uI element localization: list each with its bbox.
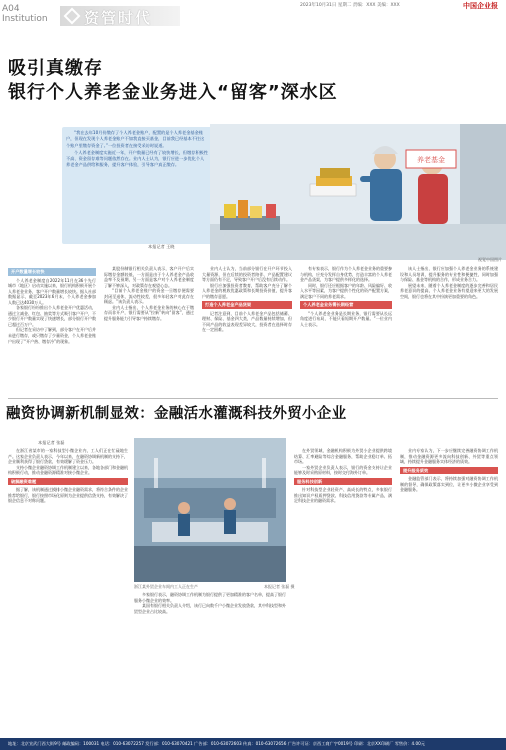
page-number: A04 <box>2 4 20 14</box>
body-paragraph: 一家外贸企业负责人表示，银行的资金支持让企业能够及时采购原材料，按时交付海外订单。 <box>294 464 392 476</box>
body-paragraph: “个人养老金业务是长期业务，银行需要从长远角度进行布局，不能只看短期开户数量。”一位业内人士表示。 <box>300 310 392 327</box>
subhead: 提升服务质效 <box>400 467 498 475</box>
section-banner <box>60 6 180 26</box>
body-paragraph: 业内人士认为，当前部分银行在开户环节投入大量资源，但在后续的投资者陪伴、产品配置建议等方面仍有不足，导致客户开户后没有后续动作。 <box>202 266 292 283</box>
article2-column-3 <box>294 448 392 734</box>
body-paragraph: 某国有银行相关负责人介绍，该行已向数千户小微企业发放贷款，其中科技型和外贸型企业占比较高。 <box>134 603 286 614</box>
body-paragraph: 展望未来，随着个人养老金制度的逐步完善和居民养老意识的提高，个人养老金业务有望迎来更大的发展空间，银行也将在其中扮演更加重要的角色。 <box>400 282 498 299</box>
article1-title-line1: 吸引真缴存 <box>8 58 103 79</box>
article2-title: 融资协调新机制显效：金融活水灌溉科技外贸小企业 <box>6 406 347 422</box>
body-paragraph: 同时，银行还应根据客户的年龄、风险偏好、收入水平等因素，为客户提供个性化的资产配置方案，满足客户不同的养老需求。 <box>300 282 392 299</box>
article1-title-line2: 银行个人养老金业务进入“留客”深水区 <box>8 82 338 103</box>
body-paragraph: 但记者在采访中了解到，部分客户在开户后并未进行缴存，或只缴存了少量资金，个人养老金账户出现了“开户热、缴存冷”的现象。 <box>8 327 96 344</box>
body-paragraph: 该人士指出，银行应加强个人养老金业务的系统建设和人员培训，提升服务的专业性和便捷性，同时加强与保险、基金等机构的合作，形成业务合力。 <box>400 266 498 283</box>
body-paragraph: 金融监管部门表示，将持续加强对融资协调工作机制的督导，确保政策落实到位，让更多小微企业享受到金融服务。 <box>400 476 498 493</box>
article1-column-2 <box>104 266 194 396</box>
article2-column-4 <box>400 448 498 734</box>
body-paragraph: 多家银行表示，融资协调工作机制为银行提供了更加精准的客户名单，提高了银行服务小微企业的效率。 <box>134 592 286 603</box>
article2-photo-credit: 本报记者 张磊 摄 <box>264 584 295 589</box>
subhead: 服务科技创新 <box>294 478 392 486</box>
body-paragraph: 记者注意到，目前个人养老金产品包括储蓄、理财、保险、基金四大类，产品数量持续增加，但不同产品的收益表现差异较大，投资者在选择时存在一定困难。 <box>202 310 292 333</box>
photo-credit: 视觉中国图片 <box>478 257 502 262</box>
article1-column-4 <box>300 266 392 396</box>
body-paragraph: 针对科技型企业轻资产、高成长的特点，多家银行推出知识产权质押贷款、科技信用贷款等专属产品，满足科技企业的融资需求。 <box>294 487 392 504</box>
photo-sign-label: 养老基金 <box>417 156 445 164</box>
body-paragraph: 支持小微企业融资协调工作机制建立以来，各地各部门和金融机构积极行动，推动金融资源精准对接小微企业。 <box>8 464 128 476</box>
issue-date: 2023年10月31日 星期二 责编：XXX 美编：XXX <box>300 3 400 8</box>
article2-photo <box>134 438 286 582</box>
body-paragraph: 某股份制银行相关负责人表示，客户开户后实际缴存金额较低，一方面是由于个人养老金产品收益率不及预期，另一方面是客户对个人养老金制度了解不够深入，对政策存在观望心态。 <box>104 266 194 288</box>
lead-paragraph: “我在去年10月份缴存了个人养老金账户，配置的是个人养老金基金账户，但现在发现个人养老金账户不如我直接买基金，目前我已经基本不往这个账户里缴存资金了。”一位投资者在接受采访时说道。 <box>66 130 205 148</box>
article1-column-5 <box>400 266 498 396</box>
article2-byline: 本报记者 张磊 <box>38 440 65 445</box>
elderly-saving-illustration <box>210 124 506 260</box>
body-paragraph: “目前个人养老金账户的资金一旦缴存便需要封闭至退休，流动性较差，很多年轻客户对此存在顾虑。”该负责人表示。 <box>104 288 194 305</box>
body-paragraph: 在浙江省某市的一家科技型小微企业内，工人们正在忙碌地生产。这家企业负责人表示，今年以来，在融资协调新机制的支持下，企业顺利获得了银行贷款，有效缓解了资金压力。 <box>8 448 128 465</box>
factory-workshop-photo <box>134 438 286 582</box>
body-paragraph: 据了解，该机制通过摸排小微企业融资需求，将符合条件的企业推荐给银行，银行按照市场化原则为企业提供信贷支持，有效解决了银企信息不对称问题。 <box>8 487 128 504</box>
article1-column-3 <box>202 266 292 396</box>
body-paragraph: 有专家表示，银行作为个人养老金业务的重要参与机构，应充分发挥自身优势，打造丰富的个人养老金产品货架，为客户提供多样化的选择。 <box>300 266 392 283</box>
article2-photo-caption: 浙江某外贸企业车间内工人正在生产 <box>134 584 198 589</box>
article1-column-1 <box>8 266 96 396</box>
page-footer: 地址：北京宣武门西大街9号 邮政编码：100031 电话：010-63072257 发行部：010-63070421 广告部：010-63072603 传真：010-63072656 广告许可证：京西工商广字0019号 印刷：北京XX印刷厂 零售价：4.00元 <box>0 738 506 750</box>
body-paragraph: 各家银行纷纷推出个人养老金开户优惠活动，通过立减金、红包、抽奖等方式吸引客户开户，不少银行开户数量实现了快速增长，部分银行开户数已超过百万户。 <box>8 305 96 327</box>
lead-paragraph: 个人养老金制度实施近一年，开户数量已经有了较快增长，但缴存积极性不高、资金留存难等问题依然存在。业内人士认为，银行应进一步优化个人养老金产品供给和服务，提升客户体验，引导客户真正缴存。 <box>66 149 209 168</box>
article1-lead <box>66 130 208 170</box>
article2-column-1 <box>8 448 128 734</box>
article1-photo <box>210 124 506 260</box>
subhead: 个人养老金业务需长期经营 <box>300 301 392 309</box>
body-paragraph: 在外贸领域，金融机构积极为外贸小企业提供跨境结算、汇率避险等综合金融服务，帮助企业稳订单、拓市场。 <box>294 448 392 465</box>
subhead: 开户数量增长较快 <box>8 268 96 276</box>
newspaper-brand: 中国企业报 <box>463 1 498 10</box>
page-section-en: Institution <box>2 14 48 24</box>
body-paragraph: 个人养老金制度自2022年11月在36个先行城市（地区）启动实施以来，银行机构积极开展个人养老金业务，客户开户数量增长较快。据人社部数据显示，截至2023年6月末，个人养老金参加人数已达4030万人。 <box>8 277 96 305</box>
subhead: 破解融资难题 <box>8 478 128 486</box>
article1-byline: 本报记者 王晓 <box>148 244 175 249</box>
subhead: 打造个人养老金产品货架 <box>202 301 292 309</box>
body-paragraph: 银行应加强投资者教育，帮助客户充分了解个人养老金的税收优惠政策和长期投资价值，提升客户的缴存意愿。 <box>202 282 292 299</box>
body-paragraph: 业内专家认为，下一步应继续完善融资协调工作机制，推动金融资源更多流向科技创新、外贸等重点领域，持续提升金融服务实体经济的质效。 <box>400 448 498 465</box>
diamond-icon <box>64 8 81 25</box>
section-divider <box>8 398 498 399</box>
page-tag <box>2 4 48 24</box>
article2-column-2 <box>134 592 286 734</box>
body-paragraph: 业内人士指出，个人养老金业务的核心在于缴存而非开户，银行需要从“拉新”转向“留客”，通过提升服务能力引导客户持续缴存。 <box>104 304 194 321</box>
section-title: 资管时代 <box>84 9 153 27</box>
